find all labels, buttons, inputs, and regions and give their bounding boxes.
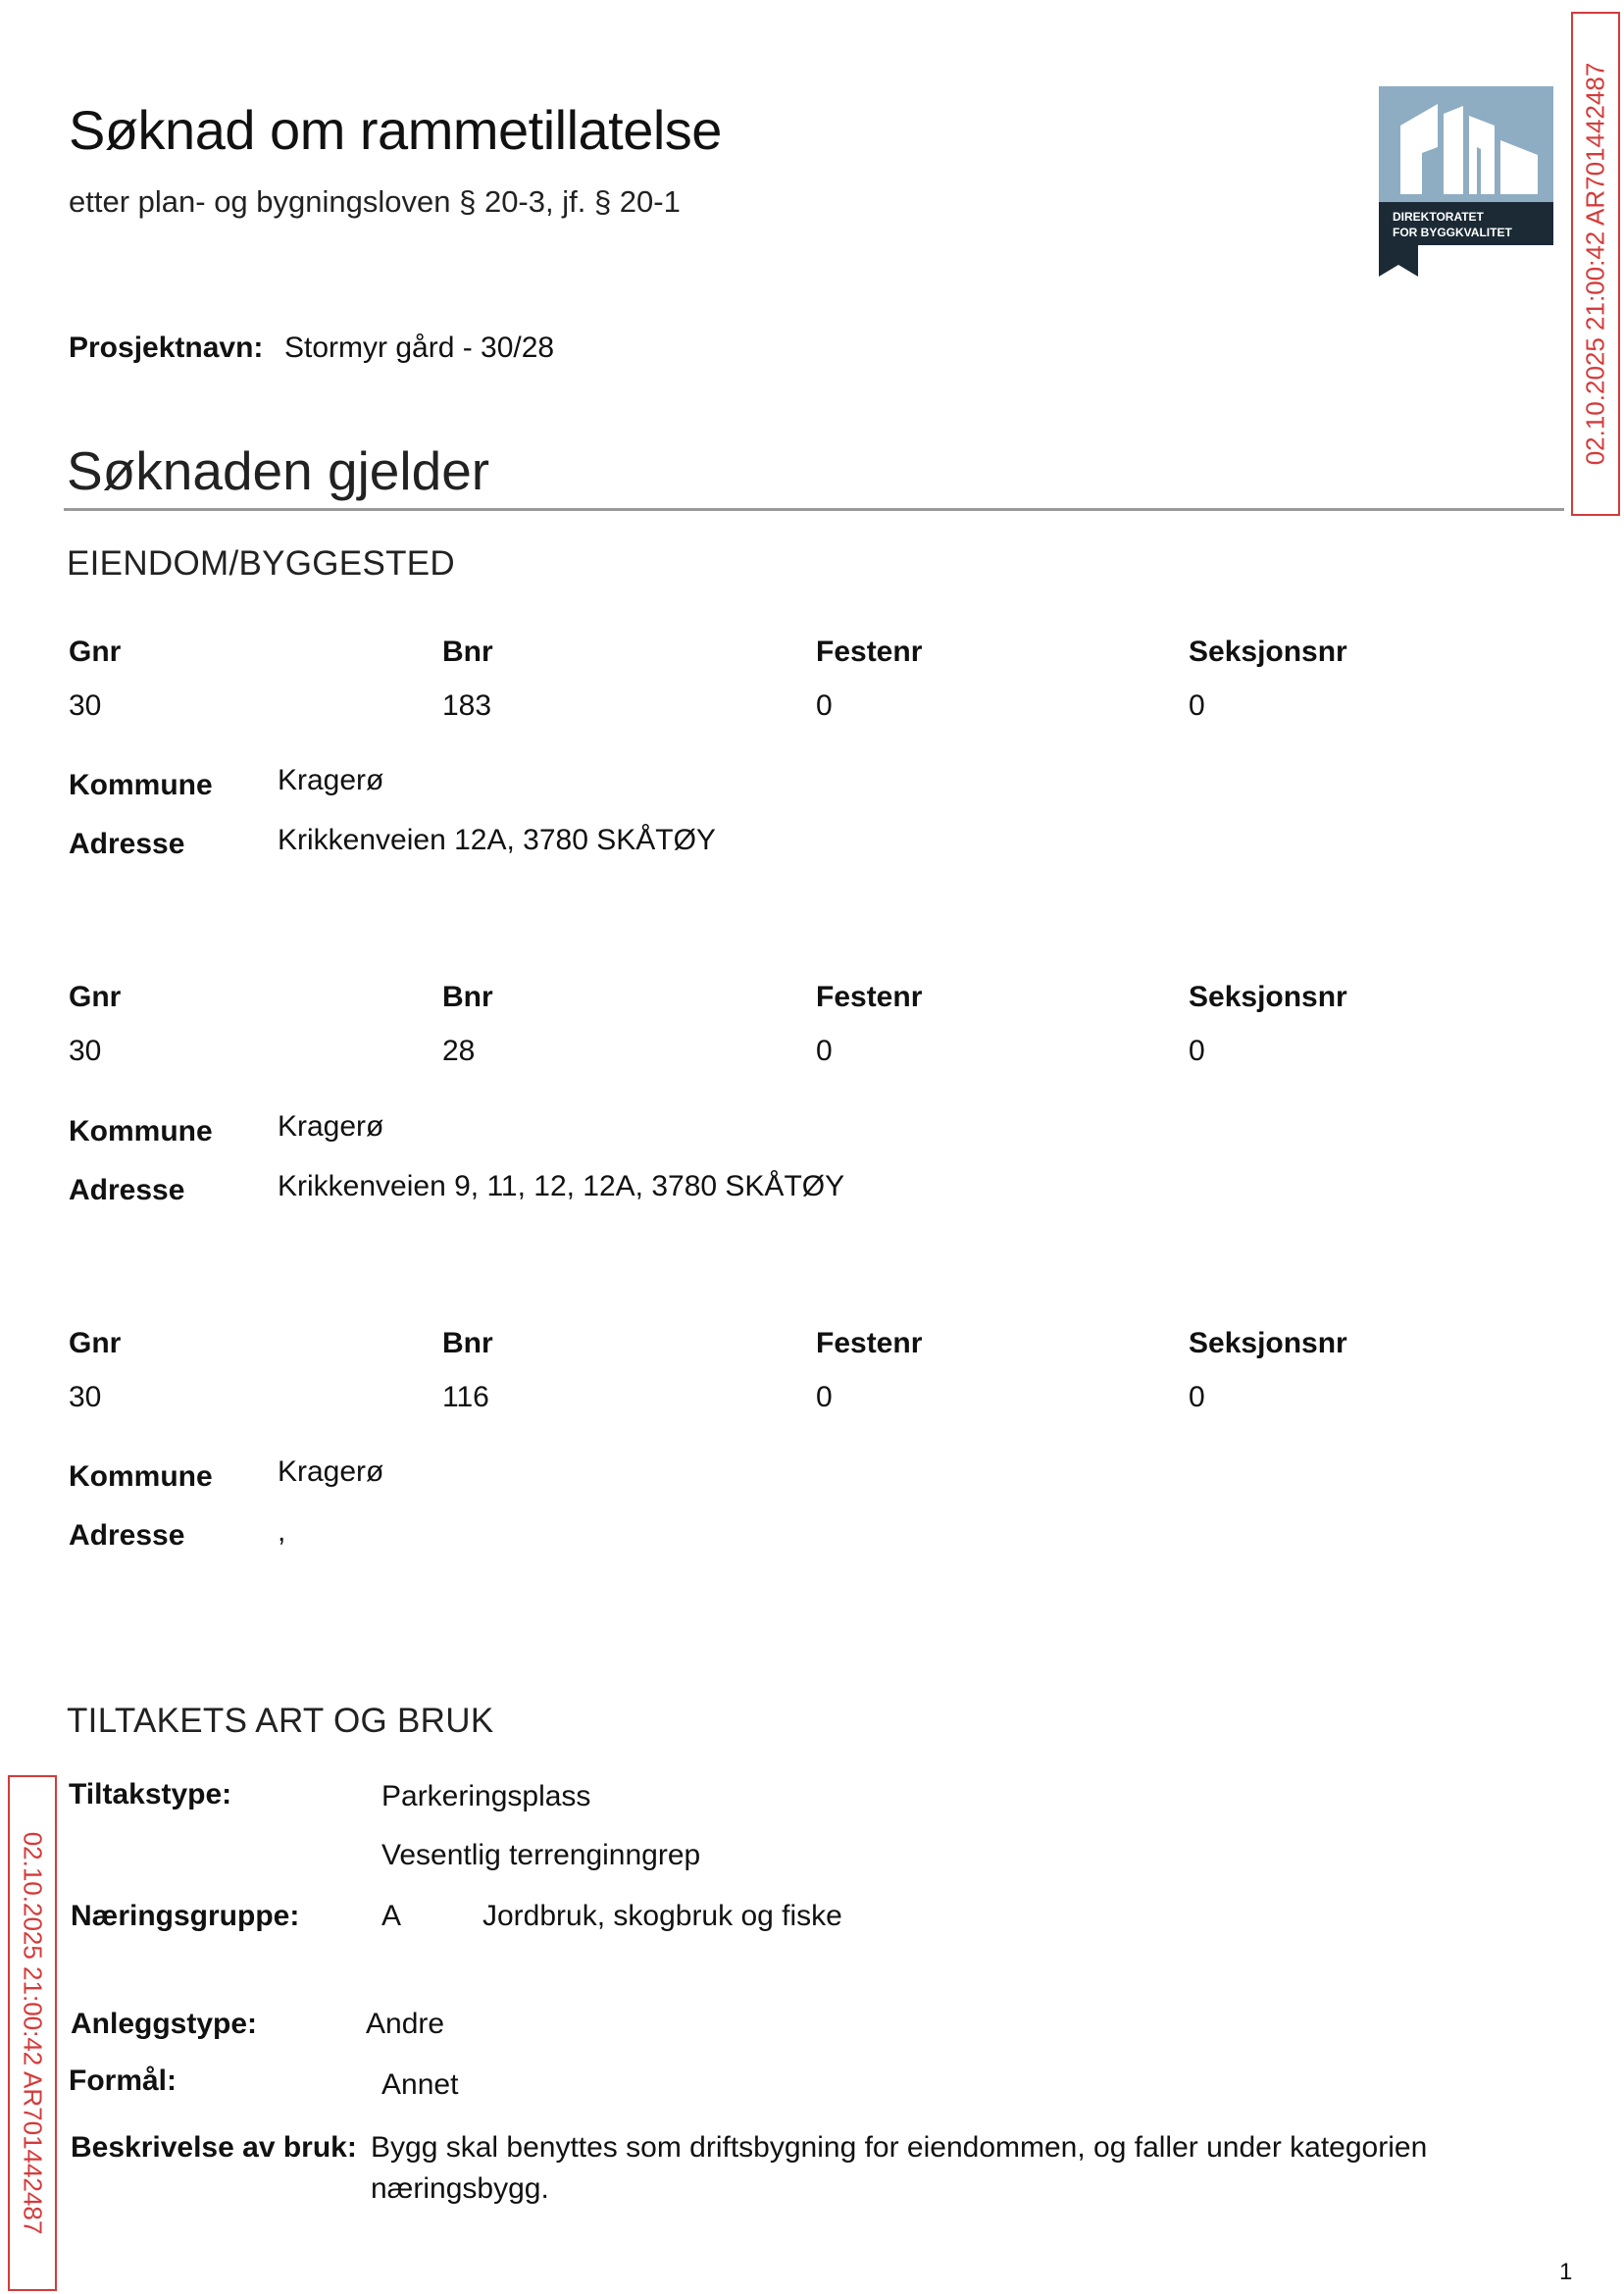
tiltak-section-heading: TILTAKETS ART OG BRUK xyxy=(67,1702,494,1740)
adresse-label: Adresse xyxy=(69,1174,185,1206)
gnr-label: Gnr xyxy=(69,981,122,1013)
document-title: Søknad om rammetillatelse xyxy=(69,99,722,161)
kommune-value: Kragerø xyxy=(278,764,384,796)
tiltakstype-value-1: Parkeringsplass xyxy=(381,1780,591,1812)
naeringsgruppe-label: Næringsgruppe: xyxy=(71,1900,300,1932)
bnr-value: 116 xyxy=(442,1381,489,1413)
gnr-value: 30 xyxy=(69,1035,102,1067)
kommune-value: Kragerø xyxy=(278,1455,384,1488)
festenr-label: Festenr xyxy=(816,1327,923,1359)
festenr-value: 0 xyxy=(816,689,833,722)
timestamp-stamp-top-text: 02.10.2025 21:00:42 AR701442487 xyxy=(1580,62,1610,466)
gnr-label: Gnr xyxy=(69,636,122,668)
project-name-value: Stormyr gård - 30/28 xyxy=(284,331,555,364)
festenr-value: 0 xyxy=(816,1381,833,1413)
seksjonsnr-label: Seksjonsnr xyxy=(1189,1327,1347,1359)
tiltakstype-label: Tiltakstype: xyxy=(69,1778,232,1810)
adresse-value: , xyxy=(278,1515,286,1548)
kommune-label: Kommune xyxy=(69,1460,213,1493)
bnr-value: 28 xyxy=(442,1035,476,1067)
formal-value: Annet xyxy=(381,2068,459,2101)
page-number: 1 xyxy=(1559,2259,1573,2285)
naeringsgruppe-value: Jordbruk, skogbruk og fiske xyxy=(482,1900,842,1932)
bnr-label: Bnr xyxy=(442,1327,493,1359)
seksjonsnr-value: 0 xyxy=(1189,689,1205,722)
bnr-value: 183 xyxy=(442,689,492,722)
festenr-value: 0 xyxy=(816,1035,833,1067)
anleggstype-value: Andre xyxy=(366,2008,445,2040)
timestamp-stamp-left-text: 02.10.2025 21:00:42 AR701442487 xyxy=(18,1831,48,2235)
section-divider xyxy=(64,508,1564,511)
seksjonsnr-value: 0 xyxy=(1189,1381,1205,1413)
kommune-label: Kommune xyxy=(69,1115,213,1147)
tiltakstype-value-2: Vesentlig terrenginngrep xyxy=(381,1839,701,1871)
festenr-label: Festenr xyxy=(816,636,923,668)
kommune-value: Kragerø xyxy=(278,1110,384,1143)
bnr-label: Bnr xyxy=(442,981,493,1013)
adresse-label: Adresse xyxy=(69,1519,185,1552)
festenr-label: Festenr xyxy=(816,981,923,1013)
dibk-logo xyxy=(1379,86,1553,277)
formal-label: Formål: xyxy=(69,2065,178,2097)
naeringsgruppe-code: A xyxy=(381,1900,402,1932)
anleggstype-label: Anleggstype: xyxy=(71,2008,258,2040)
document-subtitle: etter plan- og bygningsloven § 20-3, jf. § 20-1 xyxy=(69,184,681,219)
beskrivelse-label: Beskrivelse av bruk: xyxy=(71,2131,357,2164)
section-title: Søknaden gjelder xyxy=(67,440,490,501)
gnr-label: Gnr xyxy=(69,1327,122,1359)
bnr-label: Bnr xyxy=(442,636,493,668)
timestamp-stamp-top xyxy=(1571,12,1620,516)
seksjonsnr-label: Seksjonsnr xyxy=(1189,636,1347,668)
logo-text-line2: FOR BYGGKVALITET xyxy=(1393,226,1512,239)
seksjonsnr-value: 0 xyxy=(1189,1035,1205,1067)
adresse-value: Krikkenveien 9, 11, 12, 12A, 3780 SKÅTØY xyxy=(278,1170,845,1202)
beskrivelse-line-2: næringsbygg. xyxy=(371,2172,549,2205)
gnr-value: 30 xyxy=(69,689,102,722)
adresse-label: Adresse xyxy=(69,828,185,860)
project-name-label: Prosjektnavn: xyxy=(69,331,264,364)
gnr-value: 30 xyxy=(69,1381,102,1413)
beskrivelse-line-1: Bygg skal benyttes som driftsbygning for eiendommen, og faller under kategorien xyxy=(371,2131,1428,2164)
timestamp-stamp-left xyxy=(8,1775,57,2291)
logo-text-line1: DIREKTORATET xyxy=(1393,210,1484,224)
adresse-value: Krikkenveien 12A, 3780 SKÅTØY xyxy=(278,824,716,856)
seksjonsnr-label: Seksjonsnr xyxy=(1189,981,1347,1013)
kommune-label: Kommune xyxy=(69,769,213,801)
property-section-heading: EIENDOM/BYGGESTED xyxy=(67,544,455,583)
